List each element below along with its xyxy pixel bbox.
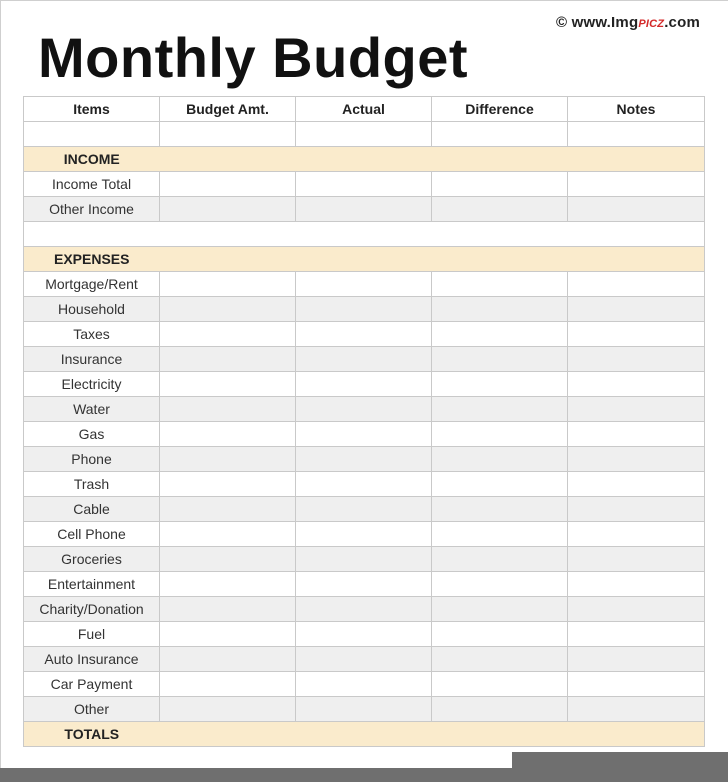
entry-cell[interactable] [432,497,568,522]
entry-cell[interactable] [432,622,568,647]
entry-cell[interactable] [568,672,705,697]
column-header-actual: Actual [296,97,432,122]
entry-cell[interactable] [160,397,296,422]
row-label: Entertainment [24,572,160,597]
entry-cell[interactable] [160,672,296,697]
row-label: Taxes [24,322,160,347]
entry-cell[interactable] [160,197,296,222]
expense-row [24,422,705,447]
entry-cell[interactable] [160,622,296,647]
entry-cell[interactable] [160,347,296,372]
section-row-income [24,147,705,172]
column-header-notes: Notes [568,97,705,122]
section-row-totals [24,722,705,747]
entry-cell[interactable] [568,272,705,297]
entry-cell[interactable] [568,147,705,172]
entry-cell[interactable] [160,597,296,622]
row-label: Mortgage/Rent [24,272,160,297]
entry-cell[interactable] [160,372,296,397]
row-label: Phone [24,447,160,472]
entry-cell[interactable] [568,122,705,147]
expense-row [24,672,705,697]
header-row [24,97,705,122]
entry-cell[interactable] [568,297,705,322]
entry-cell[interactable] [160,547,296,572]
entry-cell[interactable] [568,572,705,597]
entry-cell[interactable] [160,447,296,472]
row-label: Cell Phone [24,522,160,547]
entry-cell[interactable] [432,297,568,322]
entry-cell[interactable] [568,247,705,272]
expense-row [24,647,705,672]
entry-cell[interactable] [160,247,296,272]
entry-cell[interactable] [296,697,432,722]
income-row [24,197,705,222]
column-header-items: Items [24,97,160,122]
entry-cell[interactable] [160,497,296,522]
entry-cell[interactable] [296,172,432,197]
empty-label-cell [24,222,160,247]
expense-row [24,322,705,347]
entry-cell[interactable] [296,722,432,747]
entry-cell[interactable] [432,197,568,222]
entry-cell[interactable] [568,497,705,522]
entry-cell[interactable] [432,472,568,497]
entry-cell[interactable] [160,172,296,197]
spacer-row [24,222,705,247]
entry-cell[interactable] [568,722,705,747]
entry-cell[interactable] [432,222,568,247]
entry-cell[interactable] [296,247,432,272]
entry-cell[interactable] [160,697,296,722]
row-label: Cable [24,497,160,522]
entry-cell[interactable] [568,222,705,247]
entry-cell[interactable] [296,447,432,472]
empty-label-cell [24,122,160,147]
entry-cell[interactable] [432,322,568,347]
page-title: Monthly Budget [38,26,469,89]
entry-cell[interactable] [568,697,705,722]
expense-row [24,272,705,297]
entry-cell[interactable] [432,147,568,172]
entry-cell[interactable] [296,397,432,422]
entry-cell[interactable] [160,572,296,597]
entry-cell[interactable] [432,172,568,197]
entry-cell[interactable] [568,322,705,347]
entry-cell[interactable] [432,672,568,697]
entry-cell[interactable] [432,572,568,597]
section-row-expenses [24,247,705,272]
entry-cell[interactable] [160,122,296,147]
column-header-difference: Difference [432,97,568,122]
entry-cell[interactable] [432,347,568,372]
entry-cell[interactable] [160,272,296,297]
entry-cell[interactable] [432,647,568,672]
entry-cell[interactable] [568,422,705,447]
entry-cell[interactable] [568,597,705,622]
entry-cell[interactable] [296,472,432,497]
expense-row [24,397,705,422]
expense-row [24,297,705,322]
entry-cell[interactable] [296,647,432,672]
entry-cell[interactable] [568,347,705,372]
row-label: Other [24,697,160,722]
entry-cell[interactable] [296,272,432,297]
bottom-border [0,768,728,782]
row-label: Other Income [24,197,160,222]
bottom-border-step [512,752,728,768]
entry-cell[interactable] [568,472,705,497]
row-label: TOTALS [24,722,160,747]
entry-cell[interactable] [296,297,432,322]
entry-cell[interactable] [432,272,568,297]
expense-row [24,622,705,647]
expense-row [24,572,705,597]
expense-row [24,547,705,572]
entry-cell[interactable] [296,572,432,597]
entry-cell[interactable] [432,122,568,147]
entry-cell[interactable] [160,222,296,247]
row-label: Gas [24,422,160,447]
entry-cell[interactable] [160,422,296,447]
entry-cell[interactable] [568,447,705,472]
budget-body [24,122,705,747]
expense-row [24,472,705,497]
entry-cell[interactable] [160,297,296,322]
row-label: Insurance [24,347,160,372]
entry-cell[interactable] [568,522,705,547]
expense-row [24,697,705,722]
entry-cell[interactable] [296,347,432,372]
row-label: INCOME [24,147,160,172]
entry-cell[interactable] [568,647,705,672]
entry-cell[interactable] [568,622,705,647]
entry-cell[interactable] [296,547,432,572]
entry-cell[interactable] [568,197,705,222]
entry-cell[interactable] [296,622,432,647]
row-label: EXPENSES [24,247,160,272]
row-label: Household [24,297,160,322]
entry-cell[interactable] [296,322,432,347]
entry-cell[interactable] [432,447,568,472]
entry-cell[interactable] [160,722,296,747]
entry-cell[interactable] [432,597,568,622]
income-row [24,172,705,197]
entry-cell[interactable] [160,472,296,497]
expense-row [24,597,705,622]
entry-cell[interactable] [296,197,432,222]
row-label: Fuel [24,622,160,647]
watermark: © www.ImgPICZ.com [556,14,700,31]
entry-cell[interactable] [296,147,432,172]
row-label: Water [24,397,160,422]
entry-cell[interactable] [296,222,432,247]
column-header-budget: Budget Amt. [160,97,296,122]
scan-marks [490,752,504,766]
entry-cell[interactable] [296,672,432,697]
entry-cell[interactable] [160,522,296,547]
entry-cell[interactable] [160,322,296,347]
entry-cell[interactable] [296,422,432,447]
row-label: Charity/Donation [24,597,160,622]
expense-row [24,347,705,372]
expense-row [24,447,705,472]
row-label: Groceries [24,547,160,572]
entry-cell[interactable] [568,547,705,572]
row-label: Auto Insurance [24,647,160,672]
entry-cell[interactable] [296,372,432,397]
entry-cell[interactable] [432,397,568,422]
row-label: Car Payment [24,672,160,697]
expense-row [24,522,705,547]
entry-cell[interactable] [296,497,432,522]
entry-cell[interactable] [160,647,296,672]
entry-cell[interactable] [160,147,296,172]
expense-row [24,372,705,397]
row-label: Electricity [24,372,160,397]
entry-cell[interactable] [432,722,568,747]
entry-cell[interactable] [296,522,432,547]
entry-cell[interactable] [432,697,568,722]
entry-cell[interactable] [568,372,705,397]
blank-row [24,122,705,147]
entry-cell[interactable] [432,247,568,272]
row-label: Income Total [24,172,160,197]
row-label: Trash [24,472,160,497]
entry-cell[interactable] [432,547,568,572]
entry-cell[interactable] [432,422,568,447]
entry-cell[interactable] [568,172,705,197]
expense-row [24,497,705,522]
entry-cell[interactable] [568,397,705,422]
entry-cell[interactable] [432,522,568,547]
entry-cell[interactable] [296,597,432,622]
entry-cell[interactable] [432,372,568,397]
budget-table [23,96,705,747]
entry-cell[interactable] [296,122,432,147]
